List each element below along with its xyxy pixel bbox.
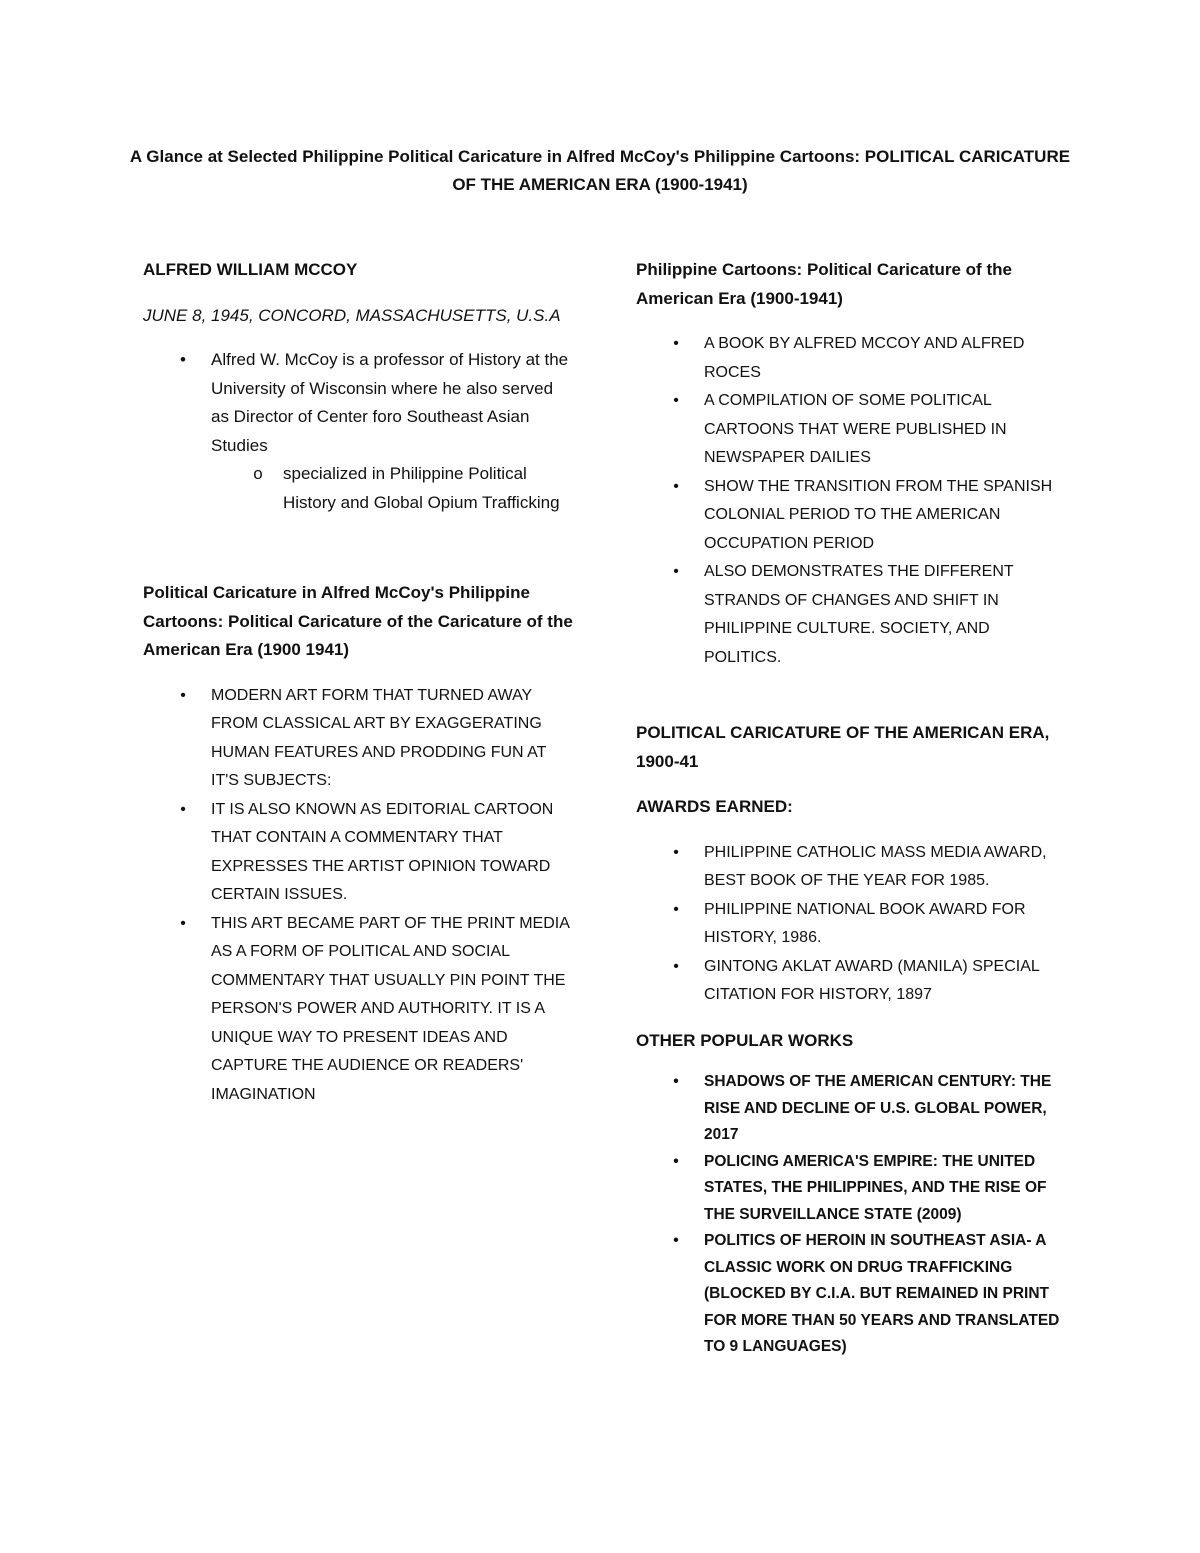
work-text: POLICING AMERICA'S EMPIRE: THE UNITED STATES, THE PHILIPPINES, AND THE RISE OF THE SURVEILLANCE STATE (2009): [704, 1152, 1047, 1223]
bullet-icon: •: [180, 350, 186, 369]
works-list: [636, 1069, 1066, 1361]
book-heading: Philippine Cartoons: Political Caricature of the American Era (1900-1941): [636, 260, 1012, 308]
document-title: A Glance at Selected Philippine Political Caricature in Alfred McCoy's Philippine Cartoons: POLITICAL CARICATURE OF THE AMERICAN ERA (1900-1941): [129, 147, 1071, 194]
bio-text: Alfred W. McCoy is a professor of History at the University of Wisconsin where he also served as Director of Center foro Southeast Asian Studies: [211, 350, 569, 455]
bullet-icon: •: [673, 1073, 679, 1090]
list-item: [636, 1228, 1066, 1361]
bullet-icon: •: [673, 477, 679, 495]
bio-sub-text: specialized in Philippine Political History and Global Opium Trafficking: [283, 464, 560, 512]
awards-heading: AWARDS EARNED:: [636, 797, 793, 816]
award-text: PHILIPPINE CATHOLIC MASS MEDIA AWARD, BEST BOOK OF THE YEAR FOR 1985.: [704, 843, 1047, 889]
bullet-icon: •: [180, 800, 186, 818]
bullet-icon: •: [673, 1232, 679, 1249]
era-heading: POLITICAL CARICATURE OF THE AMERICAN ERA, 1900-41: [636, 723, 1050, 771]
right-column: [636, 256, 1066, 1361]
bullet-icon: •: [673, 957, 679, 975]
work-text: POLITICS OF HEROIN IN SOUTHEAST ASIA- A CLASSIC WORK ON DRUG TRAFFICKING (BLOCKED BY C.I.A. BUT REMAINED IN PRINT FOR MORE THAN 50 YEARS AND TRANSLATED TO 9 LANGUAGES): [704, 1232, 1060, 1355]
left-column: [143, 256, 573, 1109]
bullet-icon: •: [673, 843, 679, 861]
book-points-list: [636, 330, 1066, 672]
list-item: [143, 682, 573, 796]
bullet-icon: •: [673, 900, 679, 918]
caricature-points-list: [143, 682, 573, 1110]
bullet-icon: •: [673, 1152, 679, 1170]
bullet-icon: •: [673, 335, 679, 352]
list-item: [636, 558, 1066, 672]
point-text: A BOOK BY ALFRED MCCOY AND ALFRED ROCES: [704, 335, 1025, 381]
list-item: [143, 346, 573, 460]
work-text: SHADOWS OF THE AMERICAN CENTURY: THE RISE AND DECLINE OF U.S. GLOBAL POWER, 2017: [704, 1073, 1052, 1143]
works-heading: OTHER POPULAR WORKS: [636, 1030, 854, 1050]
point-text: IT IS ALSO KNOWN AS EDITORIAL CARTOON THAT CONTAIN A COMMENTARY THAT EXPRESSES THE ARTIST OPINION TOWARD CERTAIN ISSUES.: [211, 800, 554, 903]
author-birth: JUNE 8, 1945, CONCORD, MASSACHUSETTS, U.S.A: [143, 305, 561, 325]
list-item: [636, 839, 1066, 896]
list-item: [636, 1069, 1066, 1149]
list-item: [143, 460, 573, 517]
point-text: A COMPILATION OF SOME POLITICAL CARTOONS THAT WERE PUBLISHED IN NEWSPAPER DAILIES: [704, 392, 1007, 466]
point-text: SHOW THE TRANSITION FROM THE SPANISH COLONIAL PERIOD TO THE AMERICAN OCCUPATION PERIOD: [704, 477, 1053, 552]
list-item: [143, 796, 573, 910]
author-heading: ALFRED WILLIAM MCCOY: [143, 260, 358, 279]
point-text: THIS ART BECAME PART OF THE PRINT MEDIA AS A FORM OF POLITICAL AND SOCIAL COMMENTARY THAT USUALLY PIN POINT THE PERSON'S POWER AND AUTHORITY. IT IS A UNIQUE WAY TO PRESENT IDEAS AND CAPTURE THE AUDIENCE OR READERS' IMAGINATION: [211, 914, 570, 1103]
list-item: [636, 1149, 1066, 1229]
bullet-icon: •: [180, 914, 186, 932]
list-item: [636, 473, 1066, 559]
circle-bullet-icon: o: [253, 464, 263, 483]
list-item: [636, 953, 1066, 1010]
list-item: [143, 910, 573, 1110]
point-text: ALSO DEMONSTRATES THE DIFFERENT STRANDS OF CHANGES AND SHIFT IN PHILIPPINE CULTURE. SOCIETY, AND POLITICS.: [704, 563, 1014, 666]
point-text: MODERN ART FORM THAT TURNED AWAY FROM CLASSICAL ART BY EXAGGERATING HUMAN FEATURES AND PRODDING FUN AT IT'S SUBJECTS:: [211, 686, 547, 789]
list-item: [636, 330, 1066, 387]
awards-list: [636, 839, 1066, 1010]
bullet-icon: •: [673, 392, 679, 409]
bio-list: [143, 346, 573, 517]
list-item: [636, 387, 1066, 473]
list-item: [636, 896, 1066, 953]
bullet-icon: •: [673, 563, 679, 580]
award-text: GINTONG AKLAT AWARD (MANILA) SPECIAL CITATION FOR HISTORY, 1897: [704, 957, 1040, 1003]
bullet-icon: •: [180, 686, 186, 704]
section-heading: Political Caricature in Alfred McCoy's Philippine Cartoons: Political Caricature of the Caricature of the American Era (1900 1941): [143, 583, 573, 659]
award-text: PHILIPPINE NATIONAL BOOK AWARD FOR HISTORY, 1986.: [704, 900, 1026, 946]
